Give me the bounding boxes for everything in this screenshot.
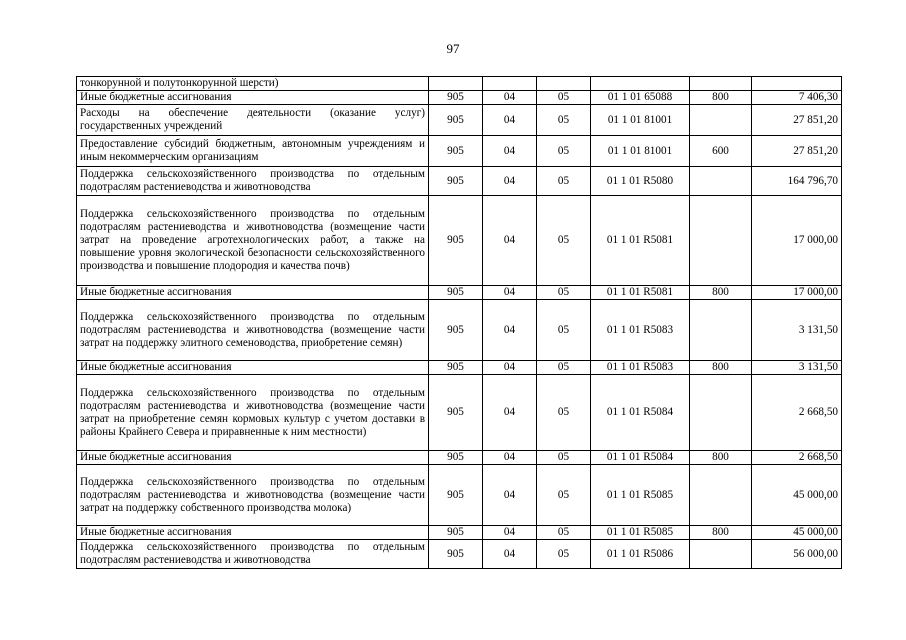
row-gr: 905 (429, 286, 483, 300)
row-sum: 2 668,50 (752, 375, 842, 451)
row-vr: 800 (690, 286, 752, 300)
row-gr: 905 (429, 167, 483, 196)
row-csr: 01 1 01 R5081 (591, 286, 690, 300)
row-sum: 3 131,50 (752, 300, 842, 361)
row-rz: 04 (483, 105, 537, 136)
table-row (77, 300, 842, 361)
row-vr: 600 (690, 136, 752, 167)
row-vr (690, 300, 752, 361)
row-gr: 905 (429, 375, 483, 451)
row-pr: 05 (537, 465, 591, 526)
row-rz: 04 (483, 91, 537, 105)
page-number: 97 (446, 41, 460, 56)
row-sum: 27 851,20 (752, 136, 842, 167)
row-gr: 905 (429, 136, 483, 167)
row-rz: 04 (483, 375, 537, 451)
row-vr (690, 105, 752, 136)
row-pr: 05 (537, 105, 591, 136)
row-sum: 27 851,20 (752, 105, 842, 136)
row-rz: 04 (483, 451, 537, 465)
row-rz (483, 77, 537, 91)
row-rz: 04 (483, 167, 537, 196)
row-gr: 905 (429, 105, 483, 136)
row-sum: 3 131,50 (752, 361, 842, 375)
row-pr: 05 (537, 540, 591, 569)
row-vr: 800 (690, 361, 752, 375)
row-name: Поддержка сельскохозяйственного производства по отдельным подотраслям растениеводства и животноводства (77, 540, 429, 569)
row-pr: 05 (537, 196, 591, 286)
row-gr: 905 (429, 300, 483, 361)
row-rz: 04 (483, 286, 537, 300)
row-rz: 04 (483, 196, 537, 286)
row-pr: 05 (537, 526, 591, 540)
row-name: Поддержка сельскохозяйственного производства по отдельным подотраслям растениеводства и животноводства (возмещение части затрат на приобретение семян кормовых культур с учетом доставки в районы Крайнего Севера и приравненные к ним местности) (77, 375, 429, 451)
row-name: Иные бюджетные ассигнования (77, 361, 429, 375)
row-csr: 01 1 01 R5083 (591, 300, 690, 361)
row-sum: 17 000,00 (752, 286, 842, 300)
row-gr (429, 77, 483, 91)
row-pr: 05 (537, 300, 591, 361)
row-name: Иные бюджетные ассигнования (77, 91, 429, 105)
row-name: Предоставление субсидий бюджетным, автономным учреждениям и иным некоммерческим организациям (77, 136, 429, 167)
row-sum: 7 406,30 (752, 91, 842, 105)
table-row (77, 196, 842, 286)
table-row (77, 105, 842, 136)
row-csr: 01 1 01 R5080 (591, 167, 690, 196)
table-row (77, 375, 842, 451)
row-rz: 04 (483, 136, 537, 167)
row-gr: 905 (429, 540, 483, 569)
row-vr (690, 196, 752, 286)
table-row (77, 286, 842, 300)
row-vr: 800 (690, 451, 752, 465)
row-gr: 905 (429, 451, 483, 465)
row-sum: 45 000,00 (752, 526, 842, 540)
table-row (77, 451, 842, 465)
table-row (77, 465, 842, 526)
table-row (77, 91, 842, 105)
row-rz: 04 (483, 300, 537, 361)
row-name: тонкорунной и полутонкорунной шерсти) (77, 77, 429, 91)
row-vr (690, 540, 752, 569)
row-csr: 01 1 01 R5085 (591, 526, 690, 540)
row-sum: 164 796,70 (752, 167, 842, 196)
row-name: Поддержка сельскохозяйственного производства по отдельным подотраслям растениеводства и животноводства (возмещение части затрат на поддержку элитного семеноводства, приобретение семян) (77, 300, 429, 361)
row-csr (591, 77, 690, 91)
table-row (77, 361, 842, 375)
row-csr: 01 1 01 R5084 (591, 451, 690, 465)
row-vr (690, 167, 752, 196)
row-csr: 01 1 01 65088 (591, 91, 690, 105)
row-name: Иные бюджетные ассигнования (77, 286, 429, 300)
row-rz: 04 (483, 465, 537, 526)
row-csr: 01 1 01 R5083 (591, 361, 690, 375)
row-pr: 05 (537, 136, 591, 167)
row-gr: 905 (429, 91, 483, 105)
row-pr: 05 (537, 167, 591, 196)
row-csr: 01 1 01 R5081 (591, 196, 690, 286)
table-row (77, 540, 842, 569)
row-gr: 905 (429, 196, 483, 286)
row-csr: 01 1 01 R5086 (591, 540, 690, 569)
row-gr: 905 (429, 526, 483, 540)
row-pr: 05 (537, 375, 591, 451)
row-csr: 01 1 01 81001 (591, 136, 690, 167)
row-csr: 01 1 01 R5084 (591, 375, 690, 451)
row-name: Иные бюджетные ассигнования (77, 526, 429, 540)
row-pr: 05 (537, 286, 591, 300)
row-rz: 04 (483, 540, 537, 569)
row-gr: 905 (429, 465, 483, 526)
row-pr (537, 77, 591, 91)
row-csr: 01 1 01 R5085 (591, 465, 690, 526)
row-sum: 45 000,00 (752, 465, 842, 526)
table-row (77, 77, 842, 91)
table-row (77, 136, 842, 167)
row-sum (752, 77, 842, 91)
table-row (77, 526, 842, 540)
row-vr: 800 (690, 526, 752, 540)
row-sum: 56 000,00 (752, 540, 842, 569)
row-sum: 2 668,50 (752, 451, 842, 465)
row-gr: 905 (429, 361, 483, 375)
row-name: Иные бюджетные ассигнования (77, 451, 429, 465)
row-pr: 05 (537, 91, 591, 105)
row-csr: 01 1 01 81001 (591, 105, 690, 136)
row-name: Поддержка сельскохозяйственного производства по отдельным подотраслям растениеводства и животноводства (возмещение части затрат на поддержку собственного производства молока) (77, 465, 429, 526)
row-vr (690, 375, 752, 451)
table-row (77, 167, 842, 196)
row-name: Поддержка сельскохозяйственного производства по отдельным подотраслям растениеводства и животноводства (возмещение части затрат на проведение агротехнологических работ, а также на повышение уровня экологической безопасности сельскохозяйственного производства и повышение плодородия и качества почв) (77, 196, 429, 286)
row-vr (690, 465, 752, 526)
row-pr: 05 (537, 361, 591, 375)
row-vr (690, 77, 752, 91)
row-sum: 17 000,00 (752, 196, 842, 286)
row-name: Поддержка сельскохозяйственного производства по отдельным подотраслям растениеводства и животноводства (77, 167, 429, 196)
row-name: Расходы на обеспечение деятельности (оказание услуг) государственных учреждений (77, 105, 429, 136)
row-rz: 04 (483, 526, 537, 540)
row-vr: 800 (690, 91, 752, 105)
row-rz: 04 (483, 361, 537, 375)
row-pr: 05 (537, 451, 591, 465)
budget-table (76, 76, 842, 569)
